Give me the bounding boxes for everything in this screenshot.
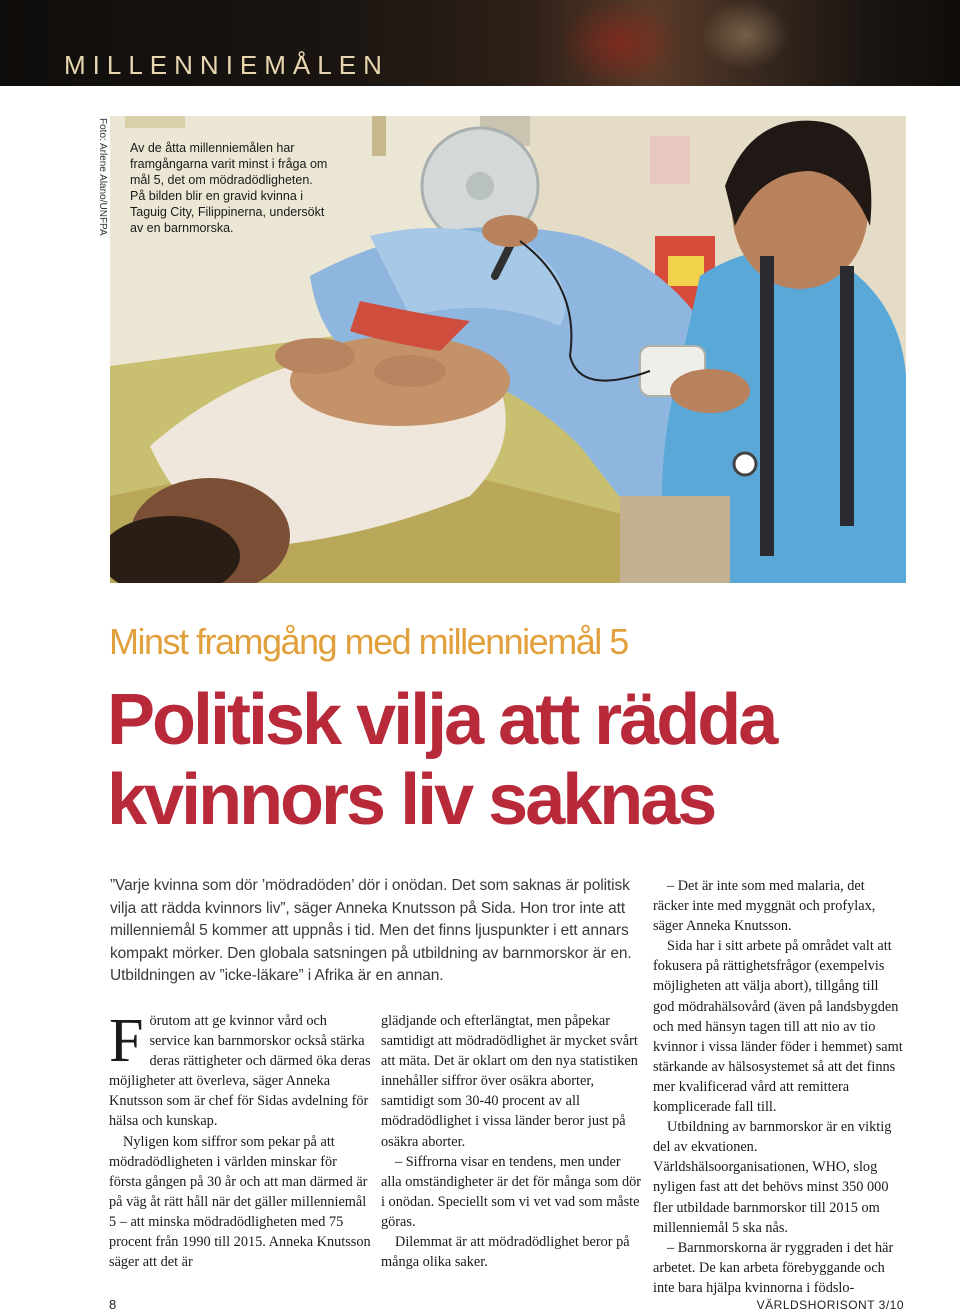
body-column-3 [653,876,903,1298]
article-kicker: Minst framgång med millenniemål 5 [109,621,628,662]
paragraph: Nyligen kom siffror som pekar på att mödradödligheten i världen minskar för första gången på 30 år och att man därmed är på väg åt rätt håll när det gäller millenniemål 5 – att minska mödradödligheten med 75 procent från 1990 till 2015. Anneka Knutsson säger att det är [109,1133,371,1271]
article-photo [110,116,906,583]
body-column-2 [381,1011,643,1272]
paragraph: Utbildning av barnmorskor är en viktig del av ekvationen. Världshälsoorganisationen, WHO, slog nyligen fast att det behövs minst 350 000 fler utbildade barnmorskor till 2015 om millenniemål 5 ska nås. [653,1119,892,1236]
paragraph: – Siffrorna visar en tendens, men under alla omständigheter är det för många som dör i onödan. Speciellt som vi vet vad som måste göras. [381,1153,642,1230]
paragraph-text: örutom att ge kvinnor vård och service kan barnmorskor också stärka deras rättigheter och därmed öka deras möjligheter att överleva, säger Anneka Knutsson som är chef för Sidas avdelning för hälsa och kunskap. [109,1013,371,1130]
banner-photo-blur-light [700,0,790,70]
page-number: 8 [109,1297,117,1312]
article-headline: Politisk vilja att rädda kvinnors liv saknas [107,680,776,840]
header-banner [0,0,960,86]
drop-cap: F [109,1007,144,1075]
body-column-1 [109,1007,371,1272]
photo-caption: Av de åtta millenniemålen har framgångarna varit minst i fråga om mål 5, det om mödradödligheten. På bilden blir en gravid kvinna i Taguig City, Filippinerna, undersökt av en barnmorska. [130,141,328,235]
paragraph [109,1007,371,1132]
paragraph: Sida har i sitt arbete på området valt att fokusera på rättighetsfrågor (exempelvis möjligheten att välja abort), tillgång till god mödrahälsovård (även på landsbygden och med hänsyn tagen till att nio av tio kvinnor i vissa länder föder i hemmet) samt stärkande av hälsosystemet så att det finns mer kvalificerad vård att remittera komplicerade fall till. [653,938,903,1116]
article-lead: ”Varje kvinna som dör ’mödradöden’ dör i onödan. Det som saknas är politisk vilja att rädda kvinnors liv”, säger Anneka Knutsson på Sida. Hon tror inte att millenniemål 5 kommer att uppnås i tid. Men det finns ljuspunkter i ett annars kompakt mörker. Den globala satsningen på utbildning av barnmorskor är en. Utbildningen av ”icke-läkare” i Afrika är en annan. [110,877,632,984]
paragraph: Dilemmat är att mödradödlighet beror på många olika saker. [381,1234,630,1271]
paragraph: – Det är inte som med malaria, det räcker inte med myggnät och profylax, säger Anneka Knutsson. [653,878,876,935]
section-title: MILLENNIEMÅLEN [64,50,389,80]
paragraph: glädjande och efterlängtat, men påpekar samtidigt att mödradödlighet är mycket svårt att mäta. Det är oklart om den nya statistiken innehåller siffror över osäkra aborter, samtidigt som 30-40 procent av all mödradödlighet i vissa länder beror just på osäkra aborter. [381,1013,638,1150]
paragraph: – Barnmorskorna är ryggraden i det här arbetet. De kan arbeta förebyggande och inte bara hjälpa kvinnorna i födslo- [653,1239,894,1296]
magazine-issue: VÄRLDSHORISONT 3/10 [756,1298,904,1312]
banner-photo-blur [560,0,680,86]
photo-credit: Foto: Arlene Alano/UNFPA [97,118,108,236]
